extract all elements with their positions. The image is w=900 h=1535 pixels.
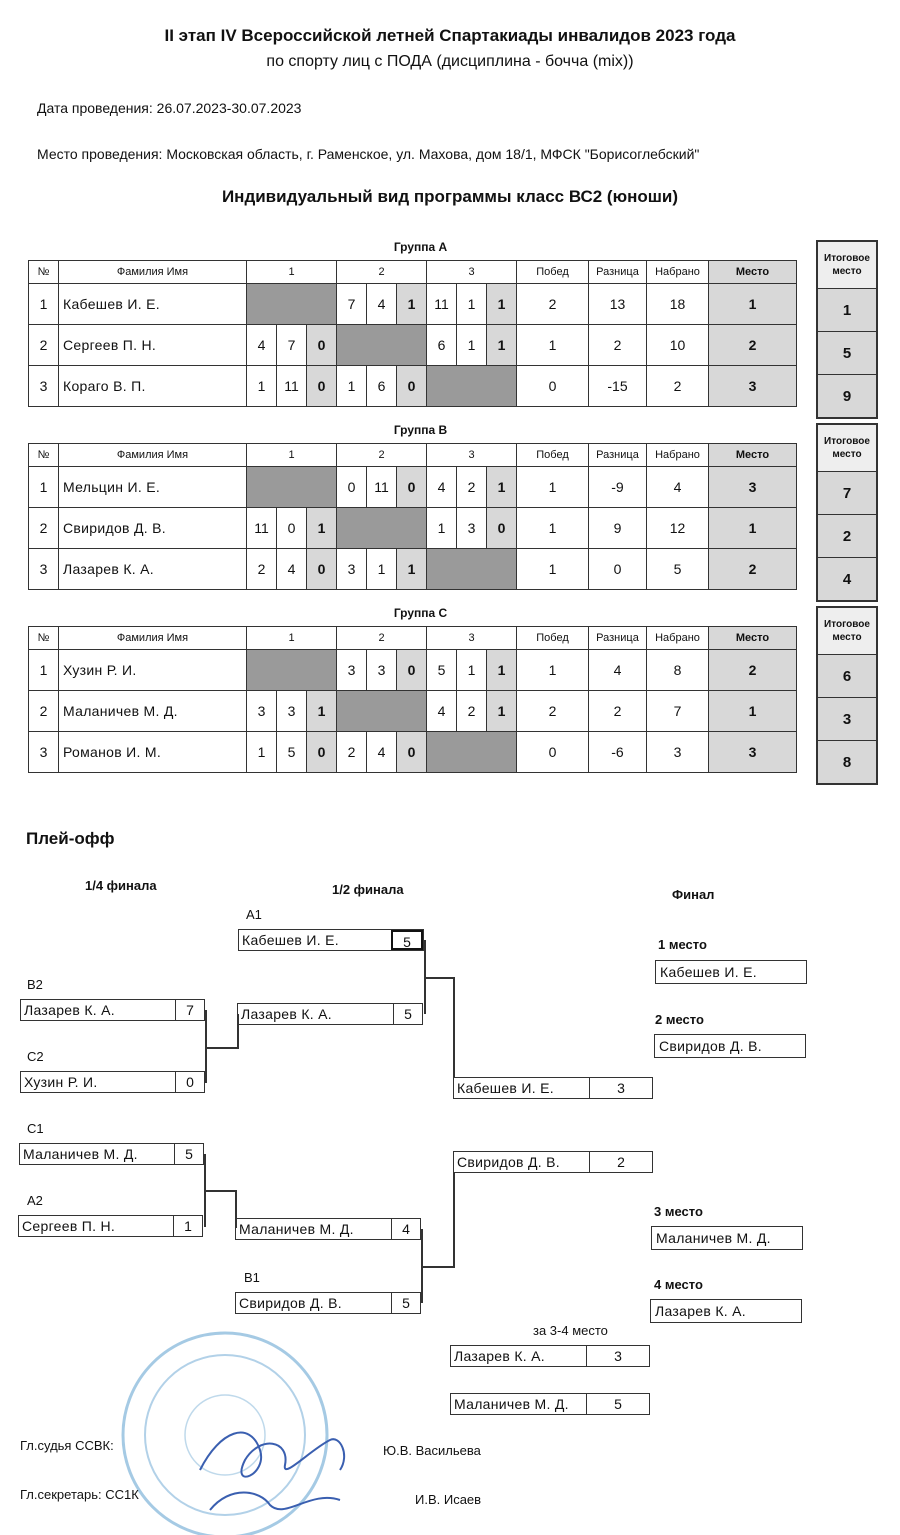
third-place-label: за 3-4 место [533,1323,608,1338]
player-score: 0 [175,1072,204,1092]
bracket-line [235,1190,237,1228]
scored-value: 2 [647,366,709,407]
column-header-no: № [29,627,59,650]
place-value: 3 [709,732,797,773]
final-place-header: Итоговое место [818,242,876,289]
wins-value: 2 [517,691,589,732]
match-result: 0 [397,467,427,508]
points-against: 2 [457,691,487,732]
player-name: Лазарев К. А. [454,1348,545,1364]
player-name: Лазарев К. А. [241,1006,332,1022]
points-against: 3 [277,691,307,732]
self-match-cell [427,549,517,590]
bracket-entry [235,1218,421,1240]
self-match-cell [337,691,427,732]
column-header-match-3: 3 [427,627,517,650]
row-number: 1 [29,284,59,325]
column-header-diff: Разница [589,627,647,650]
group-results-table [28,260,797,407]
document-subtitle: по спорту лиц с ПОДА (дисциплина - бочча (mix)) [266,53,634,70]
scored-value: 12 [647,508,709,549]
points-against: 1 [457,284,487,325]
match-result: 0 [397,650,427,691]
player-score: 5 [391,1293,420,1313]
wins-value: 1 [517,467,589,508]
match-result: 0 [307,549,337,590]
points-for: 4 [247,325,277,366]
points-for: 6 [427,325,457,366]
diff-value: 0 [589,549,647,590]
group-results-table [28,443,797,590]
match-result: 1 [307,508,337,549]
match-result: 0 [307,732,337,773]
points-against: 0 [277,508,307,549]
column-header-scored: Набрано [647,261,709,284]
diff-value: -6 [589,732,647,773]
player-name: Лазарев К. А. [24,1002,115,1018]
place-value: 2 [709,325,797,366]
column-header-place: Место [709,444,797,467]
column-header-name: Фамилия Имя [59,444,247,467]
points-for: 1 [337,366,367,407]
bracket-entry [18,1215,203,1237]
points-against: 1 [457,650,487,691]
column-header-wins: Побед [517,627,589,650]
final-place-value: 9 [842,387,852,405]
table-row [29,691,797,732]
table-row [29,732,797,773]
seed-label: C1 [27,1121,44,1136]
table-row [29,549,797,590]
column-header-no: № [29,261,59,284]
points-for: 3 [337,549,367,590]
points-against: 3 [367,650,397,691]
final-place-value: 5 [818,332,876,375]
result-label: 2 место [655,1012,704,1027]
secretary-label: Гл.секретарь: СС1К [20,1487,139,1502]
row-number: 3 [29,366,59,407]
diff-value: -9 [589,467,647,508]
match-result: 0 [487,508,517,549]
table-row [29,508,797,549]
seed-label: B1 [244,1270,260,1285]
table-row [29,325,797,366]
final-place-header: Итоговое место [818,608,876,655]
self-match-cell [247,467,337,508]
diff-value: 13 [589,284,647,325]
points-for: 11 [427,284,457,325]
column-header-no: № [29,444,59,467]
result-label: 3 место [654,1204,703,1219]
points-for: 11 [247,508,277,549]
points-against: 11 [367,467,397,508]
bracket-entry [19,1143,204,1165]
wins-value: 0 [517,366,589,407]
bracket-entry [450,1345,650,1367]
semifinal-label: 1/2 финала [332,882,404,897]
scored-value: 8 [647,650,709,691]
row-number: 2 [29,325,59,366]
document-title: II этап IV Всероссийской летней Спартакиады инвалидов 2023 года [164,26,736,45]
player-name: Мельцин И. Е. [59,467,247,508]
bracket-line [424,977,454,979]
player-score: 2 [589,1152,652,1172]
column-header-match-1: 1 [247,627,337,650]
judge-name: Ю.В. Васильева [383,1443,481,1458]
column-header-name: Фамилия Имя [59,627,247,650]
match-result: 0 [307,325,337,366]
column-header-place: Место [709,261,797,284]
place-value: 2 [709,650,797,691]
playoff-title: Плей-офф [26,829,115,848]
match-result: 1 [487,467,517,508]
scored-value: 18 [647,284,709,325]
player-name: Маланичев М. Д. [59,691,247,732]
points-for: 3 [337,650,367,691]
group-results-table [28,626,797,773]
place-value: 1 [709,691,797,732]
result-name: Лазарев К. А. [650,1299,802,1323]
column-header-wins: Побед [517,261,589,284]
group-title: Группа А [393,240,448,254]
place-value: 1 [709,284,797,325]
seed-label: A2 [27,1193,43,1208]
column-header-diff: Разница [589,261,647,284]
column-header-match-1: 1 [247,444,337,467]
table-row [29,650,797,691]
column-header-wins: Побед [517,444,589,467]
result-label: 4 место [654,1277,703,1292]
row-number: 2 [29,691,59,732]
player-name: Кабешев И. Е. [59,284,247,325]
event-place: Место проведения: Московская область, г. Раменское, ул. Махова, дом 18/1, МФСК "Борисоглебский" [37,146,700,162]
column-header-match-2: 2 [337,627,427,650]
bracket-entry [453,1077,653,1099]
bracket-line [237,1014,239,1049]
row-number: 3 [29,549,59,590]
final-label: Финал [672,887,715,902]
scored-value: 3 [647,732,709,773]
match-result: 0 [397,366,427,407]
bracket-entry [450,1393,650,1415]
diff-value: 2 [589,325,647,366]
points-against: 2 [457,467,487,508]
player-score: 5 [393,1004,422,1024]
wins-value: 0 [517,732,589,773]
column-header-name: Фамилия Имя [59,261,247,284]
player-score: 5 [174,1144,203,1164]
match-result: 1 [397,549,427,590]
column-header-scored: Набрано [647,627,709,650]
scored-value: 4 [647,467,709,508]
points-against: 5 [277,732,307,773]
scored-value: 7 [647,691,709,732]
bracket-entry [235,1292,421,1314]
match-result: 1 [307,691,337,732]
player-name: Романов И. М. [59,732,247,773]
points-against: 11 [277,366,307,407]
points-for: 3 [247,691,277,732]
column-header-match-2: 2 [337,444,427,467]
seed-label: A1 [246,907,262,922]
match-result: 1 [487,691,517,732]
player-name: Кабешев И. Е. [242,932,339,948]
points-against: 1 [367,549,397,590]
seed-label: B2 [27,977,43,992]
self-match-cell [337,325,427,366]
column-header-match-2: 2 [337,261,427,284]
player-name: Сергеев П. Н. [59,325,247,366]
points-for: 1 [247,732,277,773]
group-title: Группа С [393,606,448,620]
final-place-value: 8 [842,753,852,771]
row-number: 3 [29,732,59,773]
row-number: 1 [29,467,59,508]
points-for: 0 [337,467,367,508]
points-for: 5 [427,650,457,691]
bracket-entry [453,1151,653,1173]
row-number: 2 [29,508,59,549]
player-score: 5 [586,1394,649,1414]
table-row [29,284,797,325]
wins-value: 1 [517,325,589,366]
player-name: Кабешев И. Е. [457,1080,554,1096]
points-for: 7 [337,284,367,325]
signature-scribble [190,1410,370,1530]
result-label: 1 место [658,937,707,952]
bracket-line [204,1190,235,1192]
player-name: Лазарев К. А. [59,549,247,590]
bracket-entry [238,929,424,951]
points-for: 2 [247,549,277,590]
player-name: Кораго В. П. [59,366,247,407]
bracket-line [421,1266,453,1268]
points-against: 7 [277,325,307,366]
player-name: Хузин Р. И. [24,1074,98,1090]
bracket-entry [20,1071,205,1093]
seed-label: C2 [27,1049,44,1064]
place-value: 3 [709,467,797,508]
points-against: 4 [367,732,397,773]
player-score: 1 [173,1216,202,1236]
points-against: 4 [277,549,307,590]
wins-value: 2 [517,284,589,325]
place-value: 3 [709,366,797,407]
player-score: 3 [586,1346,649,1366]
quarterfinal-label: 1/4 финала [85,878,157,893]
match-result: 1 [397,284,427,325]
match-result: 1 [487,650,517,691]
points-against: 3 [457,508,487,549]
column-header-scored: Набрано [647,444,709,467]
self-match-cell [427,366,517,407]
player-name: Сергеев П. Н. [22,1218,116,1234]
points-for: 1 [247,366,277,407]
player-score: 5 [391,930,423,950]
column-header-match-3: 3 [427,261,517,284]
player-score: 4 [391,1219,420,1239]
bracket-entry [237,1003,423,1025]
player-score: 3 [589,1078,652,1098]
final-place-column [816,606,878,785]
row-number: 1 [29,650,59,691]
points-for: 2 [337,732,367,773]
match-result: 0 [397,732,427,773]
final-place-value: 1 [818,289,876,332]
place-value: 2 [709,549,797,590]
scored-value: 5 [647,549,709,590]
column-header-match-1: 1 [247,261,337,284]
player-score: 7 [175,1000,204,1020]
self-match-cell [427,732,517,773]
column-header-place: Место [709,627,797,650]
match-result: 1 [487,325,517,366]
match-result: 1 [487,284,517,325]
final-place-column [816,240,878,419]
scored-value: 10 [647,325,709,366]
self-match-cell [247,650,337,691]
group-title: Группа В [393,423,448,437]
points-against: 6 [367,366,397,407]
player-name: Свиридов Д. В. [239,1295,342,1311]
result-name: Маланичев М. Д. [651,1226,803,1250]
bracket-line [205,1047,237,1049]
points-for: 4 [427,467,457,508]
final-place-value: 7 [818,472,876,515]
bracket-entry [20,999,205,1021]
wins-value: 1 [517,549,589,590]
place-value: 1 [709,508,797,549]
final-place-header: Итоговое место [818,425,876,472]
match-result: 0 [307,366,337,407]
final-place-value: 2 [818,515,876,558]
self-match-cell [247,284,337,325]
player-name: Хузин Р. И. [59,650,247,691]
diff-value: 2 [589,691,647,732]
result-name: Кабешев И. Е. [655,960,807,984]
final-place-value: 6 [818,655,876,698]
secretary-name: И.В. Исаев [415,1492,482,1507]
points-against: 4 [367,284,397,325]
self-match-cell [337,508,427,549]
wins-value: 1 [517,508,589,549]
player-name: Маланичев М. Д. [454,1396,569,1412]
diff-value: 4 [589,650,647,691]
player-name: Маланичев М. Д. [23,1146,138,1162]
column-header-match-3: 3 [427,444,517,467]
column-header-diff: Разница [589,444,647,467]
table-row [29,366,797,407]
result-name: Свиридов Д. В. [654,1034,806,1058]
final-place-value: 4 [842,570,852,588]
final-place-value: 3 [818,698,876,741]
diff-value: 9 [589,508,647,549]
points-for: 4 [427,691,457,732]
player-name: Маланичев М. Д. [239,1221,354,1237]
event-title: Индивидуальный вид программы класс ВС2 (юноши) [221,187,679,206]
event-date: Дата проведения: 26.07.2023-30.07.2023 [37,100,302,116]
final-place-column [816,423,878,602]
bracket-line [453,1173,455,1268]
points-for: 1 [427,508,457,549]
player-name: Свиридов Д. В. [457,1154,560,1170]
points-against: 1 [457,325,487,366]
diff-value: -15 [589,366,647,407]
judge-label: Гл.судья ССВК: [20,1438,114,1453]
table-row [29,467,797,508]
wins-value: 1 [517,650,589,691]
player-name: Свиридов Д. В. [59,508,247,549]
bracket-line [453,977,455,1077]
